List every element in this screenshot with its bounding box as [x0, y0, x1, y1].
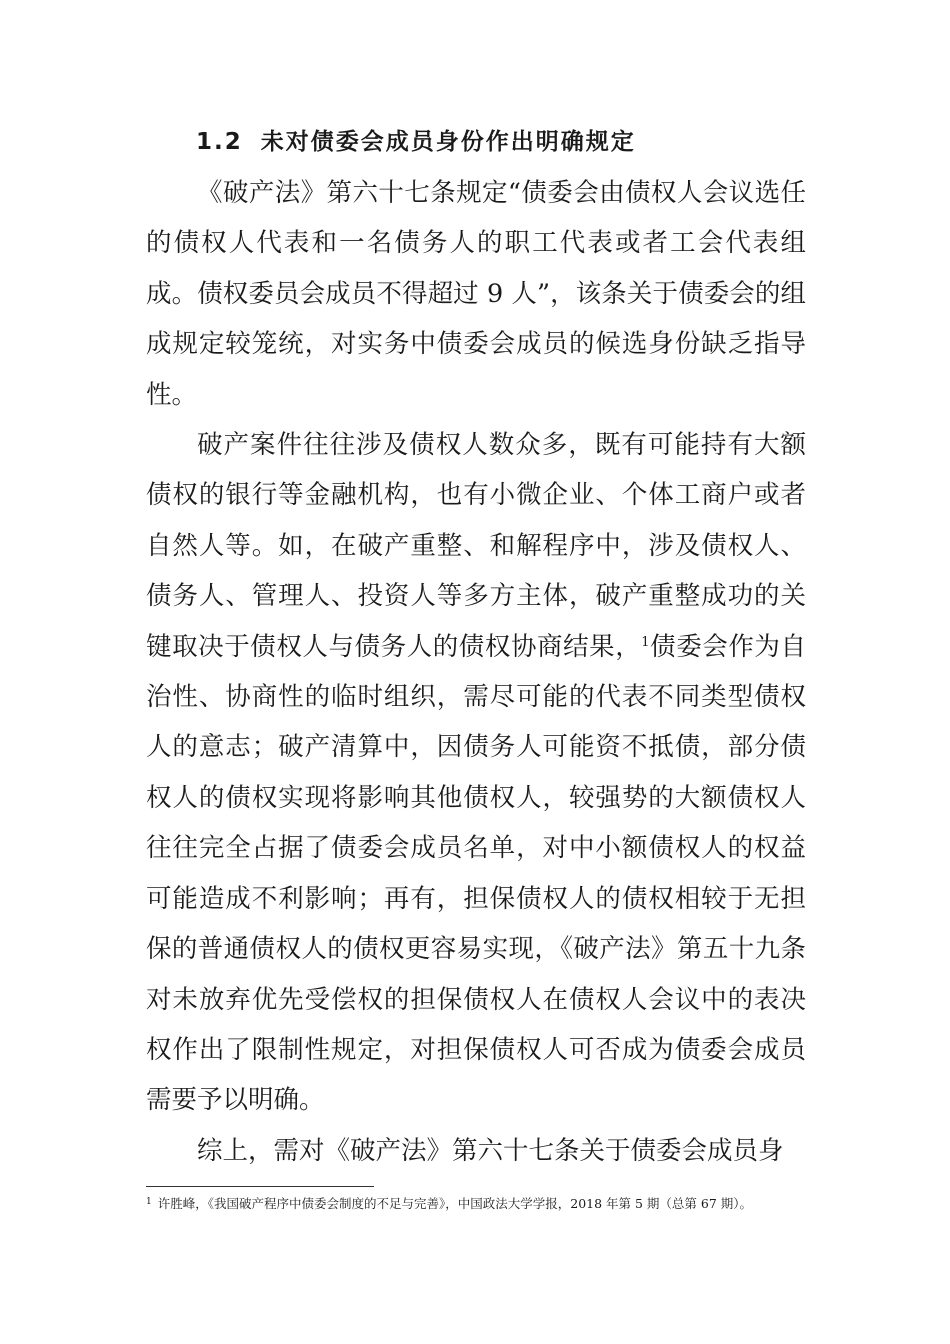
- section-heading: [196, 124, 636, 160]
- section-title: 未对债委会成员身份作出明确规定: [260, 129, 636, 155]
- footnote-text: 许胜峰，《我国破产程序中债委会制度的不足与完善》，中国政法大学学报，2018 年第 5 期（总第 67 期）。: [157, 1196, 753, 1211]
- section-number: 1.2: [196, 129, 243, 155]
- paragraph-text: 破产案件往往涉及债权人数众多，既有可能持有大额债权的银行等金融机构，也有小微企业、个体工商户或者自然人等。如，在破产重整、和解程序中，涉及债权人、债务人、管理人、投资人等多方主体，破产重整成功的关键取决于债权人与债务人的债权协商结果，: [146, 430, 806, 662]
- paragraph-text-continued: 债委会作为自治性、协商性的临时组织，需尽可能的代表不同类型债权人的意志；破产清算中，因债务人可能资不抵债，部分债权人的债权实现将影响其他债权人，较强势的大额债权人往往完全占据了债委会成员名单，对中小额债权人的权益可能造成不利影响；再有，担保债权人的债权相较于无担保的普通债权人的债权更容易实现，《破产法》第五十九条对未放弃优先受偿权的担保债权人在债权人会议中的表决权作出了限制性规定，对担保债权人可否成为债委会成员需要予以明确。: [146, 631, 806, 1116]
- paragraph: 综上，需对《破产法》第六十七条关于债委会成员身: [197, 1135, 784, 1166]
- body-text: [146, 168, 806, 1176]
- footnote: [146, 1193, 806, 1214]
- footnote-divider: [146, 1186, 374, 1187]
- paragraph: [146, 420, 806, 1126]
- footnote-marker: 1: [146, 1196, 152, 1207]
- footnote-reference[interactable]: 1: [641, 634, 650, 650]
- paragraph: 《破产法》第六十七条规定“债委会由债权人会议选任的债权人代表和一名债务人的职工代表或者工会代表组成。债权委员会成员不得超过 9 人”，该条关于债委会的组成规定较笼统，对实务中债委会成员的候选身份缺乏指导性。: [146, 178, 806, 410]
